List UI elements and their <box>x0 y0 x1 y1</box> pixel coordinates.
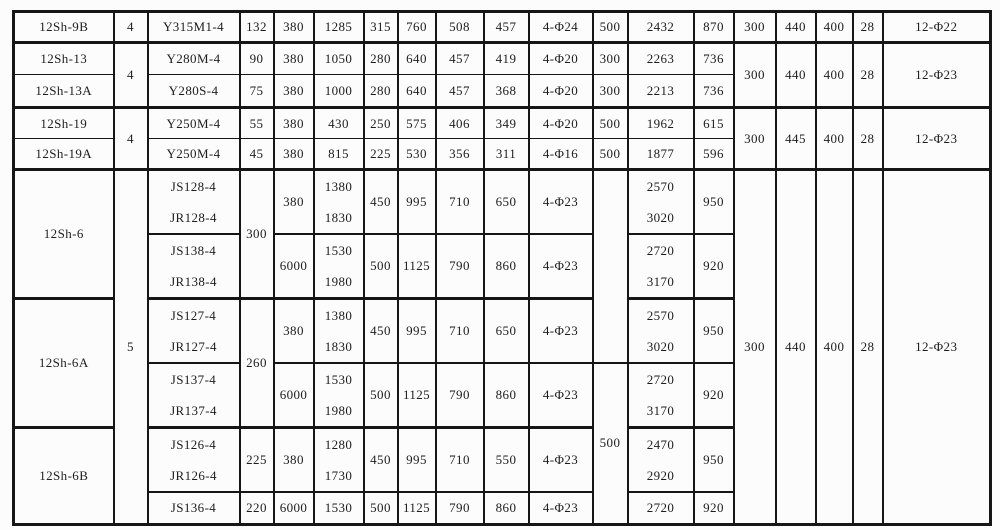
table-cell: 12-Φ23 <box>883 170 991 525</box>
table-cell: 1530 <box>314 492 364 524</box>
table-cell: 6000 <box>274 234 314 299</box>
table-cell: 950 <box>694 428 734 493</box>
table-cell: 380 <box>274 170 314 235</box>
cell-line-group <box>315 364 363 426</box>
table-cell: 132 <box>240 12 274 43</box>
table-cell: 380 <box>274 75 314 108</box>
table-cell: 400 <box>816 43 853 108</box>
table-cell-multiline <box>314 363 364 428</box>
cell-line: JS126-4 <box>170 437 217 452</box>
table-cell: 920 <box>694 363 734 428</box>
table-cell: 225 <box>364 139 398 170</box>
table-cell: 1125 <box>398 492 436 524</box>
table-cell: 650 <box>484 170 529 235</box>
cell-line: 1980 <box>324 274 353 289</box>
table-cell: 380 <box>274 12 314 43</box>
cell-line-group <box>315 235 363 297</box>
table-cell: 280 <box>364 43 398 75</box>
table-cell: 311 <box>484 139 529 170</box>
cell-line: 1380 <box>324 308 353 323</box>
table-cell: 736 <box>694 75 734 108</box>
table-cell: 2263 <box>628 43 694 75</box>
table-cell-multiline <box>148 234 240 299</box>
table-cell: 710 <box>436 299 484 364</box>
table-cell: 12Sh-13 <box>14 43 114 75</box>
table-cell: 450 <box>364 299 398 364</box>
table-cell: 1050 <box>314 43 364 75</box>
cell-line-group <box>315 300 363 362</box>
table-cell: 920 <box>694 234 734 299</box>
cell-line-group <box>629 235 693 297</box>
cell-line: 1980 <box>324 403 353 418</box>
table-cell-multiline <box>148 363 240 428</box>
cell-line-group <box>629 429 693 491</box>
table-cell: 400 <box>816 170 853 525</box>
cell-line: JR126-4 <box>170 468 217 483</box>
cell-line-group <box>149 364 239 426</box>
cell-line: JS138-4 <box>170 243 217 258</box>
table-cell: 380 <box>274 108 314 139</box>
cell-line: 2720 <box>646 243 675 258</box>
table-cell: 90 <box>240 43 274 75</box>
table-cell: 400 <box>816 12 853 43</box>
table-cell: 790 <box>436 363 484 428</box>
table-cell: 6000 <box>274 492 314 524</box>
table-cell: 4-Φ23 <box>529 234 593 299</box>
table-cell: 380 <box>274 43 314 75</box>
table-cell: 4-Φ20 <box>529 75 593 108</box>
table-cell: 500 <box>364 492 398 524</box>
table-row <box>14 108 991 139</box>
table-row <box>14 12 991 43</box>
table-cell: 860 <box>484 492 529 524</box>
table-cell: 45 <box>240 139 274 170</box>
table-cell: 650 <box>484 299 529 364</box>
table-cell: 12Sh-9B <box>14 12 114 43</box>
table-cell: 4-Φ23 <box>529 428 593 493</box>
table-cell: 300 <box>734 108 776 170</box>
table-cell: 4 <box>114 12 148 43</box>
table-cell-multiline <box>628 428 694 493</box>
cell-line: JS128-4 <box>170 179 217 194</box>
cell-line: 3020 <box>646 210 675 225</box>
table-cell-multiline <box>628 299 694 364</box>
cell-line: JS127-4 <box>170 308 217 323</box>
cell-line: 1530 <box>324 372 353 387</box>
cell-line-group <box>315 171 363 233</box>
table-cell: 815 <box>314 139 364 170</box>
table-cell: 995 <box>398 299 436 364</box>
table-cell: 995 <box>398 170 436 235</box>
table-cell: 12Sh-6 <box>14 170 114 299</box>
table-row <box>14 43 991 75</box>
table-cell-multiline <box>314 428 364 493</box>
table-cell: 12Sh-19A <box>14 139 114 170</box>
table-cell: 250 <box>364 108 398 139</box>
table-cell: 790 <box>436 492 484 524</box>
table-cell: Y250M-4 <box>148 139 240 170</box>
table-cell: 575 <box>398 108 436 139</box>
table-cell: 500 <box>593 139 628 170</box>
table-cell-multiline <box>148 299 240 364</box>
table-cell: 300 <box>734 12 776 43</box>
table-cell: 75 <box>240 75 274 108</box>
cell-line: JR138-4 <box>170 274 217 289</box>
table-cell: 530 <box>398 139 436 170</box>
table-cell: Y280S-4 <box>148 75 240 108</box>
cell-line-group <box>629 364 693 426</box>
cell-line: 1280 <box>324 437 353 452</box>
table-cell: 380 <box>274 428 314 493</box>
table-cell-multiline <box>314 170 364 235</box>
table-cell: 260 <box>240 299 274 428</box>
cell-line: JS137-4 <box>170 372 217 387</box>
cell-line: 2920 <box>646 468 675 483</box>
cell-line: 3170 <box>646 274 675 289</box>
cell-line: 2570 <box>646 179 675 194</box>
table-cell: 640 <box>398 43 436 75</box>
table-cell: 710 <box>436 170 484 235</box>
table-cell: 950 <box>694 299 734 364</box>
table-cell: 5 <box>114 170 148 525</box>
table-cell: 2213 <box>628 75 694 108</box>
table-cell: 500 <box>593 108 628 139</box>
table-cell: 860 <box>484 363 529 428</box>
table-cell <box>593 170 628 364</box>
table-cell: 440 <box>776 43 816 108</box>
table-cell: 710 <box>436 428 484 493</box>
cell-line: 3020 <box>646 339 675 354</box>
table-cell: 1285 <box>314 12 364 43</box>
table-cell: 12Sh-19 <box>14 108 114 139</box>
table-cell: 440 <box>776 12 816 43</box>
table-cell: 356 <box>436 139 484 170</box>
table-cell: 380 <box>274 299 314 364</box>
table-cell: 1125 <box>398 363 436 428</box>
table-cell: 615 <box>694 108 734 139</box>
table-cell: 860 <box>484 234 529 299</box>
table-cell: 500 <box>593 12 628 43</box>
table-cell: 28 <box>853 108 883 170</box>
table-cell: 995 <box>398 428 436 493</box>
table-cell: 457 <box>484 12 529 43</box>
table-cell: 1877 <box>628 139 694 170</box>
cell-line: JR137-4 <box>170 403 217 418</box>
table-cell: 4-Φ23 <box>529 170 593 235</box>
cell-line: 2720 <box>646 372 675 387</box>
table-cell: 430 <box>314 108 364 139</box>
table-cell: 736 <box>694 43 734 75</box>
table-cell: 4-Φ23 <box>529 299 593 364</box>
table-cell: 450 <box>364 170 398 235</box>
table-cell-multiline <box>314 234 364 299</box>
table-cell: JS136-4 <box>148 492 240 524</box>
pump-spec-table <box>12 10 992 526</box>
cell-line: JR127-4 <box>170 339 217 354</box>
table-cell: 870 <box>694 12 734 43</box>
table-cell: 1125 <box>398 234 436 299</box>
table-cell: 440 <box>776 170 816 525</box>
table-cell: 4-Φ16 <box>529 139 593 170</box>
table-cell: 28 <box>853 12 883 43</box>
table-cell: 508 <box>436 12 484 43</box>
table-cell: 1000 <box>314 75 364 108</box>
table-cell: 349 <box>484 108 529 139</box>
table-cell: 450 <box>364 428 398 493</box>
cell-line-group <box>149 171 239 233</box>
table-cell: 12-Φ23 <box>883 43 991 108</box>
table-cell: 12-Φ23 <box>883 108 991 170</box>
table-cell: 225 <box>240 428 274 493</box>
table-cell: 6000 <box>274 363 314 428</box>
cell-line-group <box>149 235 239 297</box>
table-cell-multiline <box>148 170 240 235</box>
table-cell: 300 <box>593 43 628 75</box>
table-cell: 2720 <box>628 492 694 524</box>
table-cell-multiline <box>148 428 240 493</box>
table-cell: 300 <box>593 75 628 108</box>
table-cell: 280 <box>364 75 398 108</box>
cell-line: JR128-4 <box>170 210 217 225</box>
table-cell: 500 <box>364 363 398 428</box>
cell-line: 2570 <box>646 308 675 323</box>
cell-line-group <box>315 429 363 491</box>
cell-line: 1830 <box>324 210 353 225</box>
table-cell: 760 <box>398 12 436 43</box>
table-cell: 4 <box>114 108 148 170</box>
table-cell: 1962 <box>628 108 694 139</box>
cell-line: 1530 <box>324 243 353 258</box>
table-cell: Y315M1-4 <box>148 12 240 43</box>
table-cell: 12Sh-13A <box>14 75 114 108</box>
table-row <box>14 170 991 235</box>
table-cell: 419 <box>484 43 529 75</box>
table-cell: 300 <box>734 170 776 525</box>
table-cell: 28 <box>853 43 883 108</box>
table-cell: 550 <box>484 428 529 493</box>
table-cell: 596 <box>694 139 734 170</box>
cell-line-group <box>629 171 693 233</box>
table-cell: 28 <box>853 170 883 525</box>
table-cell: 640 <box>398 75 436 108</box>
cell-line: 1380 <box>324 179 353 194</box>
table-cell: 4-Φ20 <box>529 43 593 75</box>
table-cell: 4-Φ23 <box>529 492 593 524</box>
table-cell: 500 <box>364 234 398 299</box>
table-cell: 368 <box>484 75 529 108</box>
table-cell: 457 <box>436 75 484 108</box>
cell-line: 1730 <box>324 468 353 483</box>
table-cell: 12Sh-6B <box>14 428 114 525</box>
table-cell: Y250M-4 <box>148 108 240 139</box>
table-cell: 4 <box>114 43 148 108</box>
cell-line: 3170 <box>646 403 675 418</box>
cell-line: 2470 <box>646 437 675 452</box>
table-cell: 220 <box>240 492 274 524</box>
table-cell: 920 <box>694 492 734 524</box>
table-cell-multiline <box>314 299 364 364</box>
table-cell: 315 <box>364 12 398 43</box>
table-cell: 300 <box>240 170 274 299</box>
cell-line-group <box>149 300 239 362</box>
table-cell: 406 <box>436 108 484 139</box>
table-cell: 380 <box>274 139 314 170</box>
table-cell: 790 <box>436 234 484 299</box>
table-cell: 2432 <box>628 12 694 43</box>
table-cell: 55 <box>240 108 274 139</box>
cell-line-group <box>149 429 239 491</box>
table-cell-multiline <box>628 234 694 299</box>
table-cell: 4-Φ23 <box>529 363 593 428</box>
table-cell: 4-Φ20 <box>529 108 593 139</box>
table-cell: 457 <box>436 43 484 75</box>
table-cell: Y280M-4 <box>148 43 240 75</box>
table-cell: 445 <box>776 108 816 170</box>
cell-line: 1830 <box>324 339 353 354</box>
table-cell: 950 <box>694 170 734 235</box>
table-cell: 300 <box>734 43 776 108</box>
table-cell: 12-Φ22 <box>883 12 991 43</box>
table-cell: 12Sh-6A <box>14 299 114 428</box>
table-cell-multiline <box>628 363 694 428</box>
table-cell: 500 <box>593 363 628 524</box>
table-cell: 400 <box>816 108 853 170</box>
table-cell: 4-Φ24 <box>529 12 593 43</box>
table-cell-multiline <box>628 170 694 235</box>
cell-line-group <box>629 300 693 362</box>
